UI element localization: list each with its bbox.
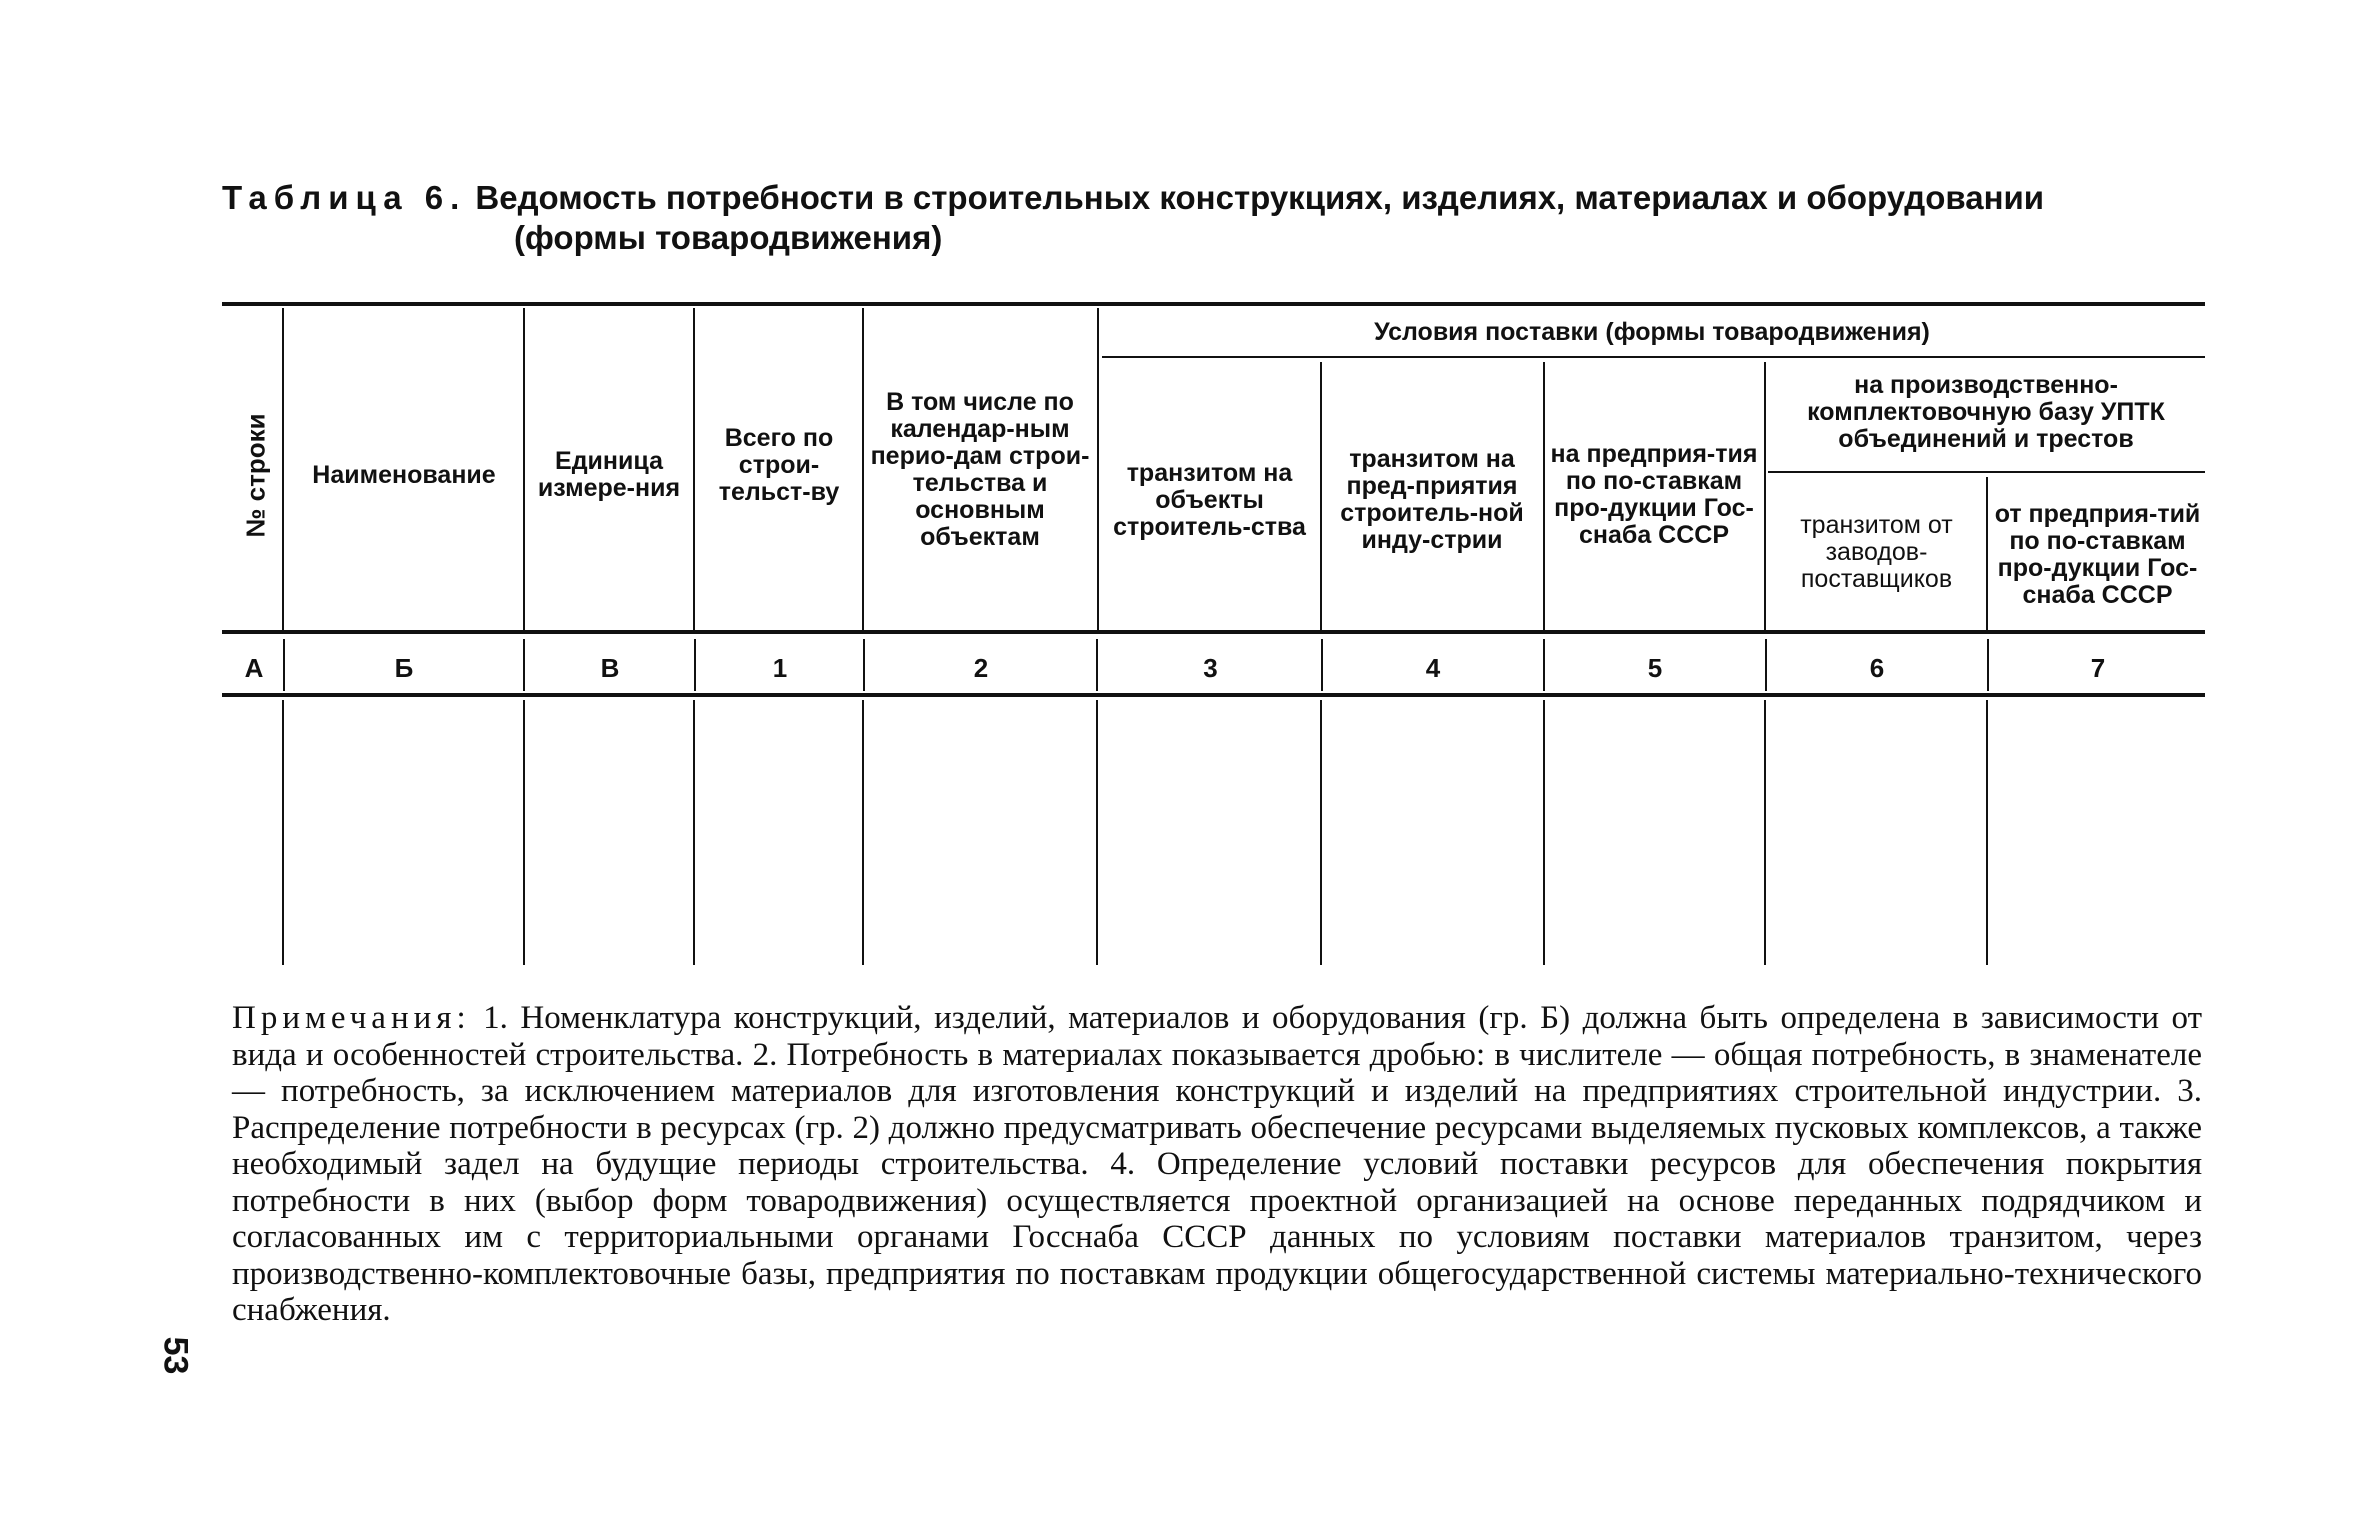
header-bottom-rule	[222, 630, 2205, 634]
page-number: 53	[156, 1336, 195, 1374]
table-top-rule	[222, 302, 2205, 306]
column-number-cell: 3	[1203, 652, 1218, 683]
numbers-col-divider	[1096, 639, 1098, 691]
body-col-divider	[862, 700, 864, 965]
numbers-col-divider	[1987, 639, 1989, 691]
notes-paragraph	[232, 1000, 2202, 1329]
table-title-label: Таблица 6.	[222, 179, 467, 216]
body-col-divider	[1320, 700, 1322, 965]
body-col-divider	[1986, 700, 1988, 965]
table-title-text: Ведомость потребности в строительных конструкциях, изделиях, материалах и оборудовании	[475, 179, 2045, 216]
body-col-divider	[523, 700, 525, 965]
header-col-divider	[1320, 362, 1322, 630]
header-col-divider	[693, 308, 695, 630]
numbers-col-divider	[523, 639, 525, 691]
numbers-col-divider	[1543, 639, 1545, 691]
table-title-subtitle: (формы товародвижения)	[514, 219, 943, 256]
body-col-divider	[1543, 700, 1545, 965]
header-name: Наименование	[312, 460, 496, 489]
column-number-cell: 6	[1869, 652, 1885, 683]
header-col-divider	[523, 308, 525, 630]
column-number-cell: В	[600, 652, 620, 683]
header-total: Всего по строи-тельст-ву	[718, 423, 840, 506]
column-number-cell: 4	[1425, 652, 1441, 683]
header-unit: Единица измере-ния	[537, 447, 681, 502]
header-col-divider	[1097, 308, 1099, 630]
notes-label: Примечания:	[232, 1000, 471, 1036]
body-col-divider	[282, 700, 284, 965]
numbers-col-divider	[283, 639, 285, 691]
table-title	[222, 178, 2182, 258]
numbers-col-divider	[694, 639, 696, 691]
header-col-divider	[1986, 477, 1988, 630]
header-supply-group: Условия поставки (формы товародвижения)	[1374, 317, 1930, 346]
column-number-cell: 5	[1647, 652, 1663, 683]
header-transit-industry: транзитом на пред-приятия строитель-ной инду-стрии	[1340, 445, 1524, 554]
header-uptk-group: на производственно-комплектовочную базу УПТК объединений и трестов	[1807, 371, 2165, 453]
header-row-number: № строки	[240, 412, 271, 538]
body-col-divider	[693, 700, 695, 965]
header-col-divider	[862, 308, 864, 630]
body-col-divider	[1096, 700, 1098, 965]
header-uptk-transit: транзитом от заводов-поставщиков	[1800, 511, 1953, 593]
column-number-cell: 1	[772, 652, 788, 683]
body-col-divider	[1764, 700, 1766, 965]
header-transit-sites: транзитом на объекты строитель-ства	[1113, 458, 1306, 541]
numbers-bottom-rule	[222, 693, 2205, 697]
header-to-gossnab: на предприя-тия по по-ставкам про-дукции Гос-снаба СССР	[1550, 440, 1758, 549]
column-number-cell: 7	[2090, 652, 2106, 683]
header-col-divider	[1543, 362, 1545, 630]
column-number-cell: 2	[973, 652, 989, 683]
numbers-col-divider	[863, 639, 865, 691]
numbers-col-divider	[1765, 639, 1767, 691]
uptk-group-divider	[1768, 471, 2205, 473]
numbers-col-divider	[1321, 639, 1323, 691]
column-number-cell: Б	[394, 652, 414, 683]
header-col-divider	[1764, 362, 1766, 630]
column-number-cell: А	[244, 652, 264, 683]
header-periods: В том числе по календар-ным перио-дам строи-тельства и основным объектам	[870, 388, 1090, 551]
notes-text: 1. Номенклатура конструкций, изделий, материалов и оборудования (гр. Б) должна быть определена в зависимости от вида и особенностей строительства. 2. Потребность в материалах показывается дробью: в числителе — общая потребность, в знаменателе — потребность, за исключением материалов для изготовления конструкций и изделий на предприятиях строительной индустрии. 3. Распределение потребности в ресурсах (гр. 2) должно предусматривать обеспечение ресурсами выделяемых пусковых комплексов, а также необходимый задел на будущие периоды строительства. 4. Определение условий поставки ресурсов для обеспечения покрытия потребности в них (выбор форм товародвижения) осуществляется проектной организацией на основе переданных подрядчиком и согласованных им с территориальными органами Госснаба СССР данных по условиям поставки материалов транзитом, через производственно-комплектовочные базы, предприятия по поставкам продукции общегосударственной системы материально-технического снабжения.	[232, 1000, 2203, 1328]
header-uptk-gossnab: от предприя-тий по по-ставкам про-дукции Гос-снаба СССР	[1994, 500, 2201, 609]
